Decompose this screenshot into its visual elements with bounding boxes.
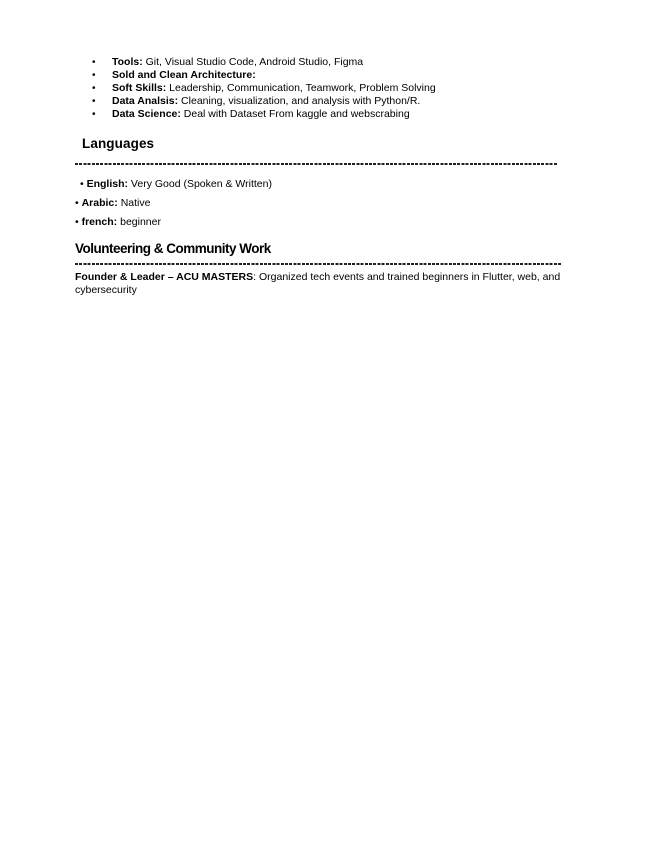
language-level: Very Good (Spoken & Written): [128, 178, 272, 190]
language-label: Arabic:: [81, 197, 118, 209]
skill-item-data-analysis: [90, 95, 436, 108]
languages-heading: Languages: [82, 136, 155, 151]
language-item-french: [75, 216, 161, 229]
bullet-icon: •: [92, 109, 96, 120]
skill-value: Leadership, Communication, Teamwork, Problem Solving: [166, 82, 436, 94]
language-level: beginner: [117, 216, 161, 228]
skill-label: Data Analsis:: [112, 95, 179, 107]
skill-value: Git, Visual Studio Code, Android Studio, Figma: [142, 56, 364, 68]
bullet-icon: •: [92, 96, 96, 107]
skill-item-soft-skills: [90, 82, 436, 95]
bullet-icon: •: [75, 197, 82, 209]
volunteer-entry: [75, 271, 585, 297]
section-divider: [75, 163, 558, 165]
skill-label: Tools:: [112, 56, 143, 68]
language-label: french:: [81, 216, 118, 228]
language-item-arabic: [75, 197, 150, 210]
skill-label: Data Science:: [112, 108, 181, 120]
language-item-english: [80, 178, 272, 191]
section-divider: [75, 263, 562, 265]
language-level: Native: [117, 197, 151, 209]
language-label: English:: [86, 178, 129, 190]
skill-item-architecture: [90, 69, 436, 82]
bullet-icon: •: [92, 70, 96, 81]
skills-list: [90, 56, 436, 121]
bullet-icon: •: [75, 216, 82, 228]
skill-value: Deal with Dataset From kaggle and webscrabing: [180, 108, 410, 120]
volunteering-heading: Volunteering & Community Work: [75, 241, 271, 256]
skill-label: Soft Skills:: [112, 82, 167, 94]
bullet-icon: •: [92, 83, 96, 94]
volunteer-description: : Organized tech events and trained beginners in Flutter, web, and cybersecurity: [75, 271, 561, 296]
skill-value: Cleaning, visualization, and analysis with Python/R.: [178, 95, 421, 107]
skill-label: Sold and Clean Architecture:: [112, 69, 256, 81]
skill-item-tools: [90, 56, 436, 69]
bullet-icon: •: [92, 57, 96, 68]
volunteer-role: Founder & Leader – ACU MASTERS: [75, 271, 254, 283]
bullet-icon: •: [80, 178, 87, 190]
skill-item-data-science: [90, 108, 436, 121]
